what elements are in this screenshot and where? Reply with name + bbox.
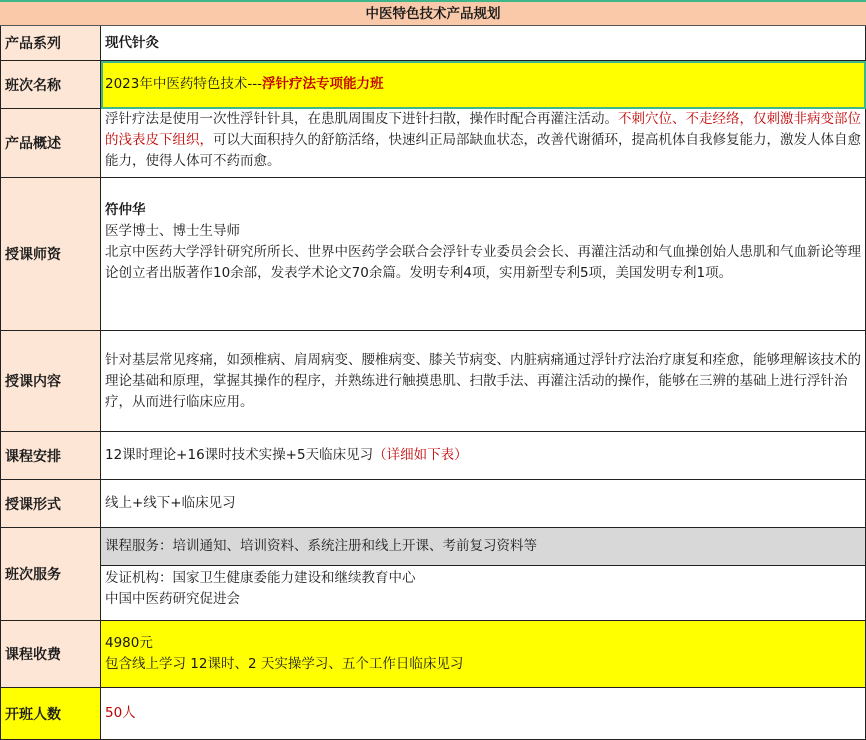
teacher-title: 医学博士、博士生导师 (105, 223, 240, 239)
row-class-name (0, 61, 866, 109)
teacher-bio: 北京中医药大学浮针研究所所长、世界中医药学会联合会浮针专业委员会会长、再灌注活动和气血操创始人患肌和气血新论等理论创立者出版著作10余部，发表学术论文70余篇。发明专利4项，实用新型专利5项，美国发明专利1项。 (105, 244, 861, 281)
service-cert-2: 中国中医药研究促进会 (105, 591, 240, 607)
label-size: 开班人数 (0, 688, 101, 740)
overview-text-1: 浮针疗法是使用一次性浮针针具，在患肌周围皮下进针扫散，操作时配合再灌注活动。 (105, 111, 618, 127)
teacher-name: 符仲华 (105, 202, 146, 218)
value-fee (101, 621, 866, 688)
label-service: 班次服务 (0, 528, 101, 621)
label-teacher: 授课师资 (0, 178, 101, 331)
service-cert (101, 566, 865, 621)
value-size: 50人 (101, 688, 866, 740)
label-series: 产品系列 (0, 26, 101, 61)
value-overview (101, 109, 866, 178)
row-overview (0, 109, 866, 178)
value-class-name[interactable] (101, 61, 866, 109)
value-teacher (101, 178, 866, 331)
value-service (101, 528, 866, 621)
value-schedule (101, 432, 866, 480)
value-content: 针对基层常见疼痛，如颈椎病、肩周病变、腰椎病变、膝关节病变、内脏病痛通过浮针疗法治疗康复和痊愈，能够理解该技术的理论基础和原理，掌握其操作的程序，并熟练进行触摸患肌、扫散手法、再灌注活动的操作，能够在三辨的基础上进行浮针治疗，从而进行临床应用。 (101, 331, 866, 432)
label-fee: 课程收费 (0, 621, 101, 688)
class-name-prefix: 2023年中医药特色技术--- (105, 76, 262, 92)
service-course: 课程服务：培训通知、培训资料、系统注册和线上开课、考前复习资料等 (101, 528, 865, 566)
row-size (0, 688, 866, 740)
label-format: 授课形式 (0, 480, 101, 528)
row-teacher (0, 178, 866, 331)
row-series (0, 26, 866, 61)
overview-text-red: 不刺穴位、不走经络，仅刺激非病变部位的浅表皮下组织， (105, 111, 861, 148)
label-content: 授课内容 (0, 331, 101, 432)
value-series: 现代针灸 (101, 26, 866, 61)
fee-amount: 4980元 (105, 635, 153, 651)
row-content (0, 331, 866, 432)
row-format (0, 480, 866, 528)
label-schedule: 课程安排 (0, 432, 101, 480)
schedule-note: （详细如下表） (373, 447, 468, 463)
service-cert-1: 发证机构：国家卫生健康委能力建设和继续教育中心 (105, 570, 416, 586)
row-service (0, 528, 866, 621)
class-name-highlight: 浮针疗法专项能力班 (261, 76, 384, 92)
row-schedule (0, 432, 866, 480)
value-format: 线上+线下+临床见习 (101, 480, 866, 528)
overview-text-2: 可以大面积持久的舒筋活络，快速纠正局部缺血状态，改善代谢循环，提高机体自我修复能力，激发人体自愈能力，使得人体可不药而愈。 (105, 132, 861, 169)
label-class-name: 班次名称 (0, 61, 101, 109)
sheet-title: 中医特色技术产品规划 (0, 0, 866, 26)
label-overview: 产品概述 (0, 109, 101, 178)
row-fee (0, 621, 866, 688)
fee-detail: 包含线上学习 12课时、2 天实操学习、五个工作日临床见习 (105, 656, 464, 672)
schedule-text: 12课时理论+16课时技术实操+5天临床见习 (105, 447, 374, 463)
